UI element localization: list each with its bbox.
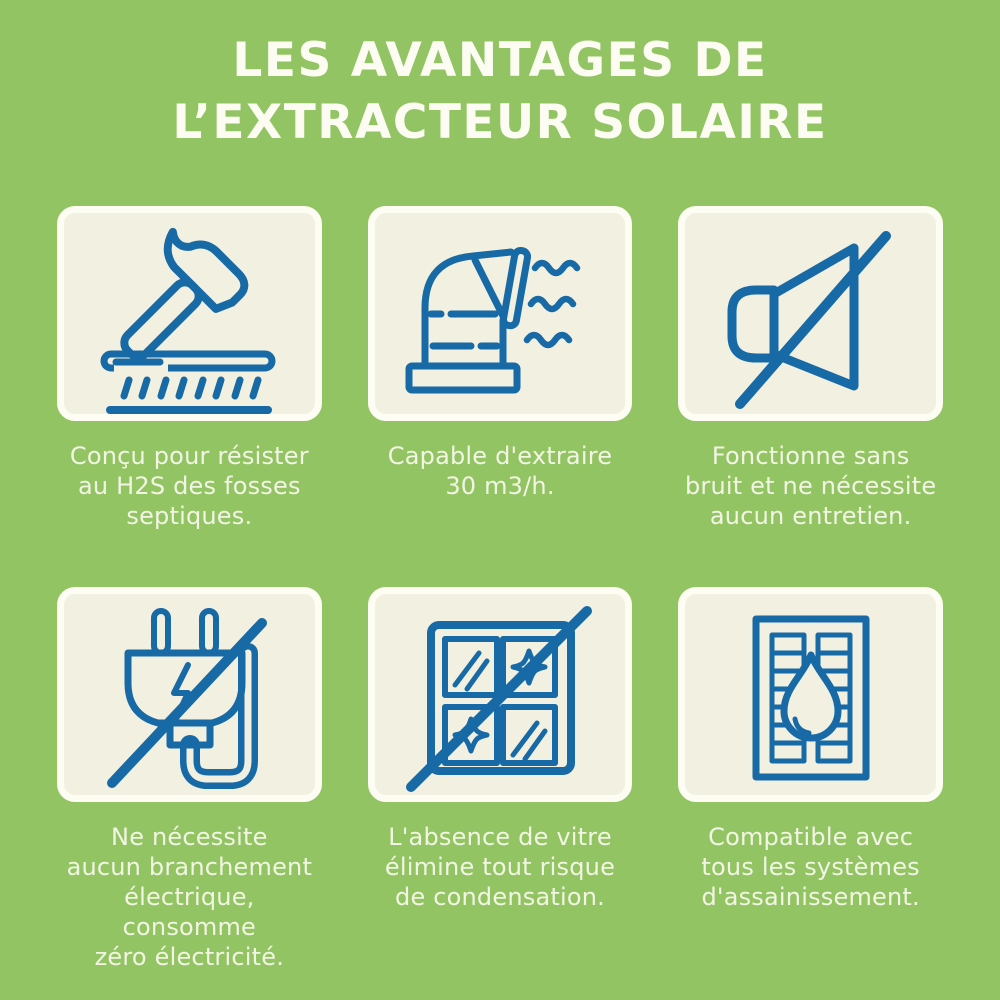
card-caption-compatible [678, 822, 943, 912]
caption-line: Fonctionne sans [711, 442, 910, 471]
caption-line: aucun branchement [66, 853, 313, 882]
cards-grid [57, 206, 943, 972]
card-caption-silent [678, 441, 943, 531]
feature-cell-extraction [368, 206, 633, 531]
caption-line: septiques. [126, 502, 253, 531]
caption-line: aucun entretien. [709, 502, 912, 531]
caption-line: 30 m3/h. [445, 472, 555, 501]
card-electricity [57, 587, 322, 802]
card-caption-condensation [368, 822, 633, 912]
caption-line: Conçu pour résister [69, 442, 309, 471]
title-line-1: LES AVANTAGES DE [232, 33, 768, 88]
card-silent [678, 206, 943, 421]
caption-line: élimine tout risque [384, 853, 616, 882]
vent-extractor-icon [375, 214, 625, 414]
feature-cell-condensation [368, 587, 633, 972]
no-window-icon [375, 595, 625, 795]
card-caption-extraction [368, 441, 633, 501]
caption-line: d'assainissement. [701, 883, 920, 912]
caption-line: au H2S des fosses [77, 472, 301, 501]
caption-line: bruit et ne nécessite [684, 472, 937, 501]
card-caption-electricity [57, 822, 322, 972]
title-line-2: L’EXTRACTEUR SOLAIRE [172, 95, 828, 151]
card-extraction [368, 206, 633, 421]
feature-cell-h2s [57, 206, 322, 531]
caption-line: Ne nécessite [111, 823, 268, 852]
caption-line: L'absence de vitre [388, 823, 612, 852]
caption-line: Compatible avec [708, 823, 914, 852]
page-title [0, 0, 1000, 154]
card-h2s [57, 206, 322, 421]
feature-cell-electricity [57, 587, 322, 972]
hammer-nails-icon [64, 214, 314, 414]
no-power-plug-icon [64, 595, 314, 795]
feature-cell-compatible [678, 587, 943, 972]
card-caption-h2s [57, 441, 322, 531]
card-condensation [368, 587, 633, 802]
card-compatible [678, 587, 943, 802]
caption-line: zéro électricité. [94, 943, 285, 972]
caption-line: électrique, consomme [122, 883, 257, 942]
feature-cell-silent [678, 206, 943, 531]
drain-grille-droplet-icon [686, 595, 936, 795]
caption-line: Capable d'extraire [387, 442, 613, 471]
caption-line: tous les systèmes [701, 853, 920, 882]
muted-speaker-icon [686, 214, 936, 414]
caption-line: de condensation. [395, 883, 605, 912]
